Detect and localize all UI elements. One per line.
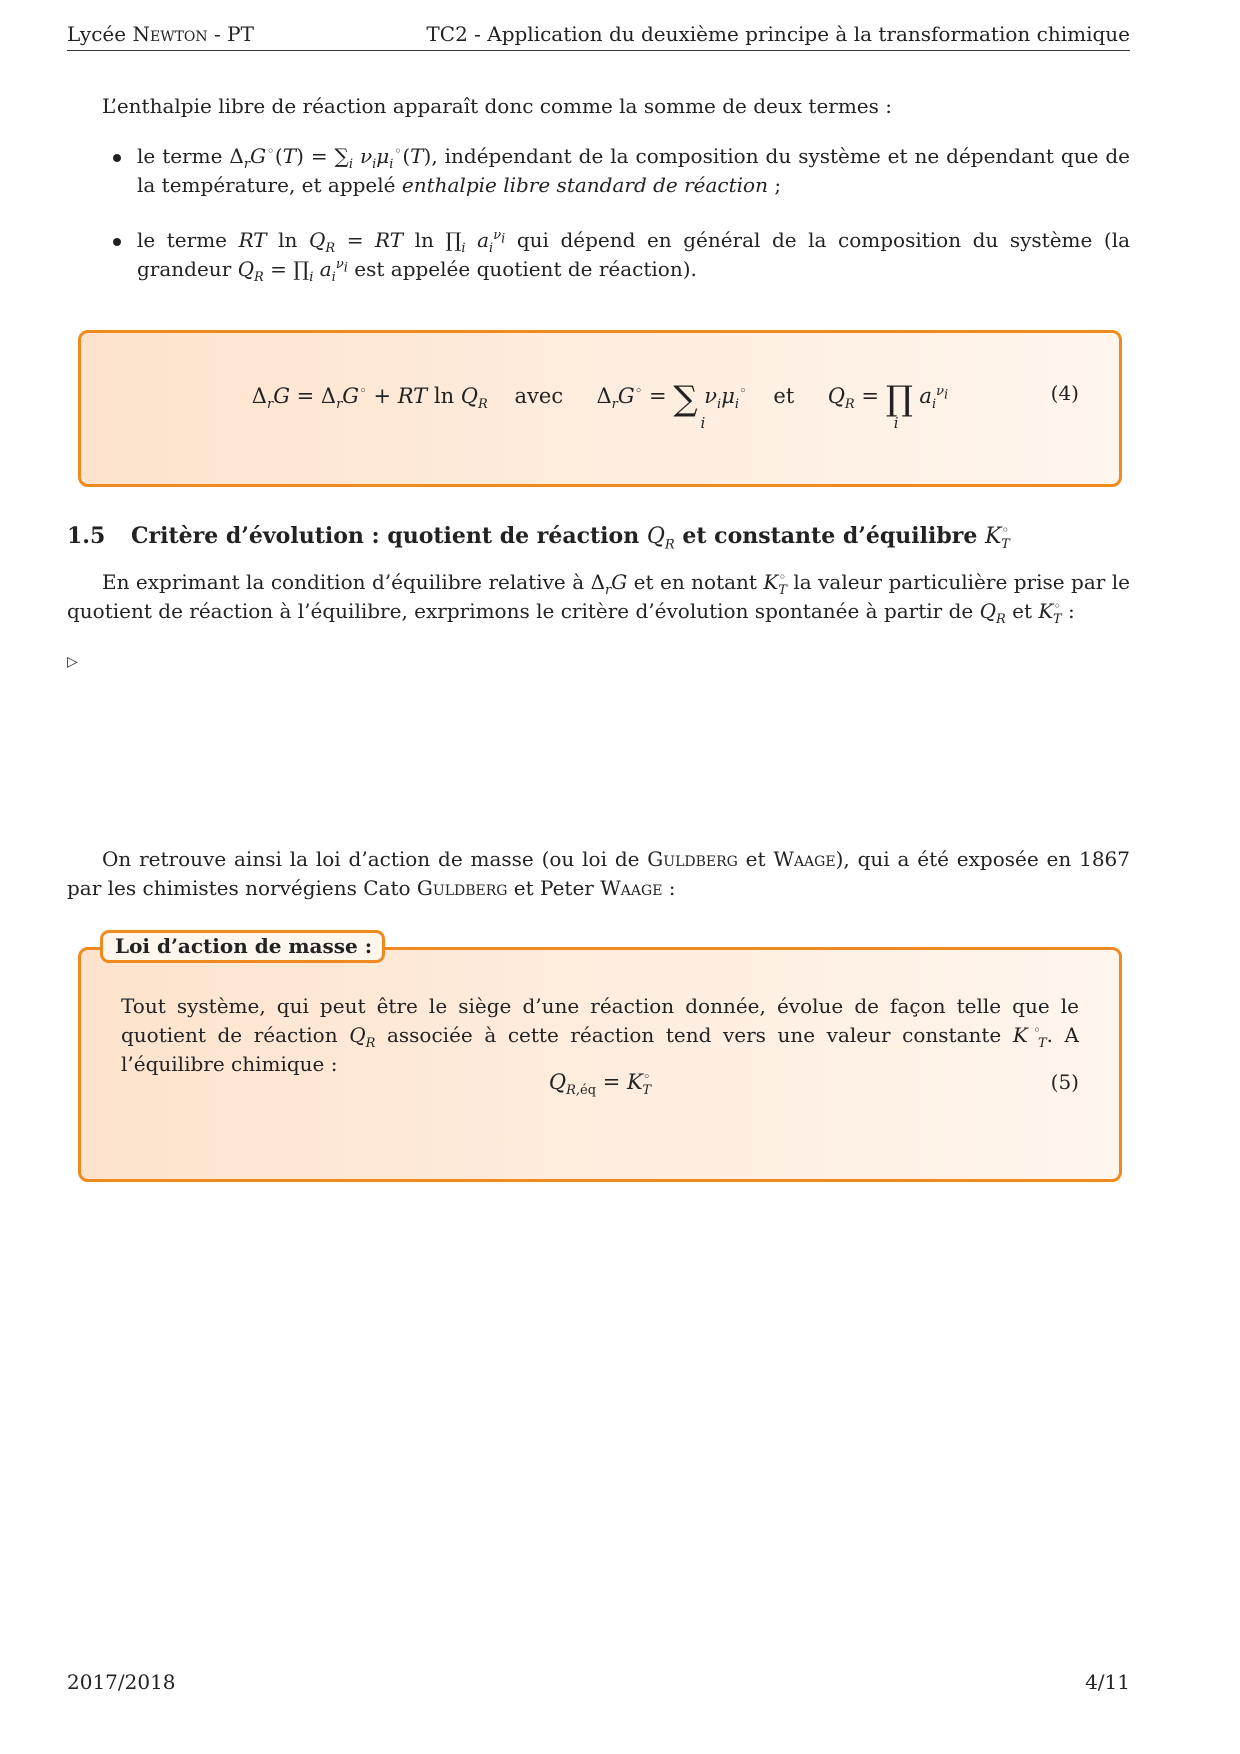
- para2-drg: $\Delta_rG$: [590, 570, 628, 598]
- equation-box-4: [78, 330, 1122, 487]
- page-footer: [67, 1670, 1130, 1694]
- section-number: 1.5: [67, 523, 106, 549]
- eq4-right: $Q_R$ = ∏ i $a_i^{\nu_i}$: [827, 379, 949, 432]
- section-title-a: Critère d’évolution : quotient de réaction: [131, 523, 647, 549]
- header-class: - PT: [207, 22, 254, 46]
- page-header: [67, 22, 1130, 51]
- criterion-paragraph: [67, 568, 1130, 626]
- para2-b: et en notant: [627, 570, 764, 594]
- name-guldberg: Guldberg: [647, 847, 738, 871]
- eq4-avec: avec: [514, 384, 564, 408]
- bullet2-formula-b: $Q_R$ = $\prod_i$ $a_i^{\nu_i}$: [237, 257, 348, 285]
- mass-action-paragraph: [67, 845, 1130, 903]
- para3-c: et Peter: [507, 876, 601, 900]
- para2-kt: $K^◦_T$: [763, 570, 787, 598]
- law-text-b: associée à cette réaction tend vers une valeur constante: [375, 1023, 1013, 1047]
- section-heading: [67, 523, 1010, 553]
- bullet2-mid: qui dépend en général de la composition du système (la grandeur: [137, 228, 1131, 281]
- law-text: [121, 992, 1079, 1079]
- eq4-et: et: [773, 384, 795, 408]
- para3-b: ), qui a été exposée en 1867 par les chimistes norvégiens Cato: [67, 847, 1130, 900]
- eq4-left: $\Delta_rG = \Delta_rG^◦$ + RT $\ln Q_R$: [251, 384, 488, 413]
- bullet2-formula-a: RT $\ln Q_R$ = RT $\ln \prod_i$ $a_i^{\nu_i}$: [238, 228, 506, 256]
- bullet1-emphasis: enthalpie libre standard de réaction: [401, 173, 768, 197]
- law-box-title: Loi d’action de masse :: [100, 930, 385, 963]
- bullet1-pre: le terme: [137, 144, 230, 168]
- equation-5: [81, 1070, 1119, 1099]
- para2-c: la valeur particulière prise par le quotient de réaction à l’équilibre, exrprimons le critère d’évolution spontanée à partir de: [67, 570, 1130, 623]
- para2-a: En exprimant la condition d’équilibre relative à: [102, 570, 591, 594]
- bullet1-formula: $\Delta_rG^◦(T) = \sum_i$ $\nu_i\mu_i^◦(T)$: [229, 144, 432, 172]
- para2-e: :: [1061, 599, 1075, 623]
- para3-a: On retrouve ainsi la loi d’action de masse (ou loi de: [102, 847, 648, 871]
- law-box: [78, 947, 1122, 1182]
- header-school-prefix: Lycée: [67, 22, 133, 46]
- section-kt: $K^◦_T$: [984, 523, 1010, 553]
- law-kt: $K^◦_T$: [1012, 1023, 1047, 1051]
- para3-d: :: [662, 876, 676, 900]
- header-title: TC2 - Application du deuxième principe à la transformation chimique: [426, 22, 1130, 46]
- bullet1-end: ;: [767, 173, 782, 197]
- name-waage-2: Waage: [600, 876, 663, 900]
- section-qr: $Q_R$: [646, 524, 675, 553]
- law-qr: $Q_R$: [349, 1023, 376, 1051]
- triangle-marker: ▷: [67, 654, 78, 670]
- header-left: [67, 22, 254, 46]
- eq4-middle: $\Delta_rG^◦$ = ∑ i $\nu_i\mu_i^◦$: [596, 379, 747, 432]
- para2-d: et: [1005, 599, 1039, 623]
- bullet-item-activity-term: [113, 226, 1130, 284]
- equation-4-number: (4): [1050, 381, 1079, 405]
- header-school-name: Newton: [132, 22, 208, 46]
- footer-year: 2017/2018: [67, 1670, 176, 1694]
- bullet1-post: , indépendant de la composition du système et ne dépendant que de la température, et appelé: [137, 144, 1131, 197]
- para3-et: et: [737, 847, 774, 871]
- bullet2-end: est appelée quotient de réaction).: [347, 257, 697, 281]
- bullet-item-standard-term: [113, 142, 1130, 200]
- name-waage: Waage: [773, 847, 836, 871]
- law-text-a: Tout système, qui peut être le siège d’une réaction donnée, évolue de façon telle que le quotient de réaction: [121, 994, 1079, 1047]
- section-title-b: et constante d’équilibre: [674, 523, 985, 549]
- para2-kt2: $K^◦_T$: [1038, 599, 1062, 627]
- bullet-list: [113, 142, 1130, 310]
- equation-4: [81, 379, 1119, 432]
- footer-page-number: 4/11: [1085, 1670, 1130, 1694]
- eq5-formula: $Q_{R,éq} = K^◦_T$: [548, 1070, 652, 1099]
- equation-5-number: (5): [1050, 1070, 1079, 1094]
- para2-qr: $Q_R$: [979, 599, 1006, 627]
- bullet2-pre: le terme: [137, 228, 239, 252]
- intro-paragraph: L’enthalpie libre de réaction apparaît donc comme la somme de deux termes :: [102, 94, 892, 118]
- name-guldberg-2: Guldberg: [416, 876, 508, 900]
- law-text-c: . A l’équilibre chimique :: [121, 1023, 1079, 1076]
